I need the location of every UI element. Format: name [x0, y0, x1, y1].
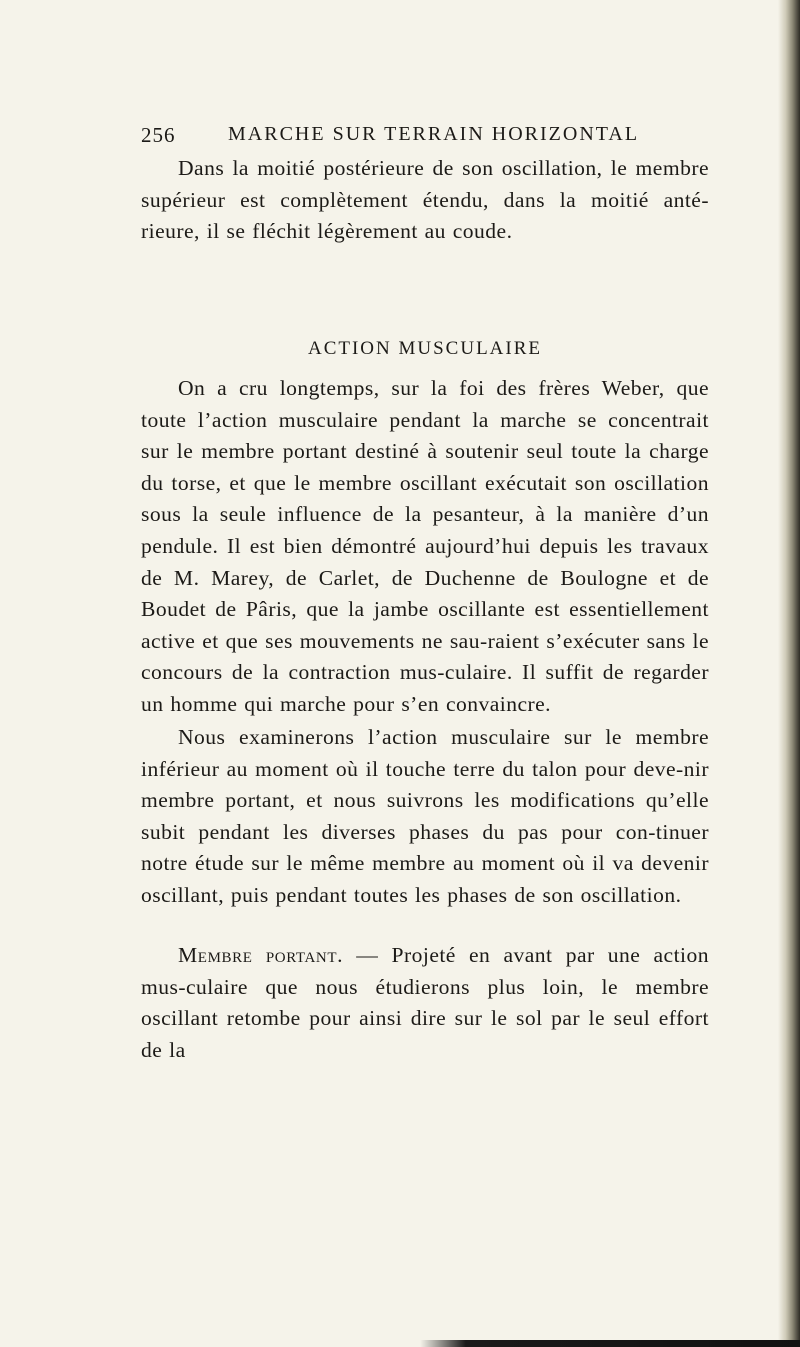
running-title: MARCHE SUR TERRAIN HORIZONTAL — [228, 123, 640, 145]
section-heading: ACTION MUSCULAIRE — [307, 338, 543, 359]
bottom-edge-shadow — [420, 1340, 800, 1347]
page-edge-shadow — [778, 0, 800, 1347]
page-number: 256 — [141, 123, 176, 147]
running-head — [141, 123, 741, 149]
paragraph-1: Dans la moitié postérieure de son oscillation, le membre supérieur est complètement étendu, dans la moitié anté-rieure, il se fléchit légèrement au coude. — [141, 156, 709, 244]
paragraph-2: On a cru longtemps, sur la foi des frères Weber, que toute l’action musculaire pendant la marche se concentrait sur le membre portant destiné à soutenir seul toute la charge du torse, et que le membre oscillant exécutait son oscillation sous la seule influence de la pesanteur, à la manière d’un pendule. Il est bien démontré aujourd’hui depuis les travaux de M. Marey, de Carlet, de Duchenne de Boulogne et de Boudet de Pâris, que la jambe oscillante est essentiellement active et que ses mouvements ne sau-raient s’exécuter sans le concours de la contraction mus-culaire. Il suffit de regarder un homme qui marche pour s’en convaincre. — [141, 376, 709, 716]
paragraph-4 — [141, 940, 709, 1066]
paragraph-3: Nous examinerons l’action musculaire sur le membre inférieur au moment où il touche terre du talon pour deve-nir membre portant, et nous suivrons les modifications qu’elle subit pendant les diverses phases du pas pour con-tinuer notre étude sur le même membre au moment où il va devenir oscillant, puis pendant toutes les phases de son oscillation. — [141, 725, 709, 907]
paragraph-4-lead: Membre portant. — [178, 943, 344, 967]
paragraph-4-text: — Projeté en avant par une action mus-culaire que nous étudierons plus loin, le membre oscillant retombe pour ainsi dire sur le sol par le seul effort de la — [141, 943, 709, 1062]
